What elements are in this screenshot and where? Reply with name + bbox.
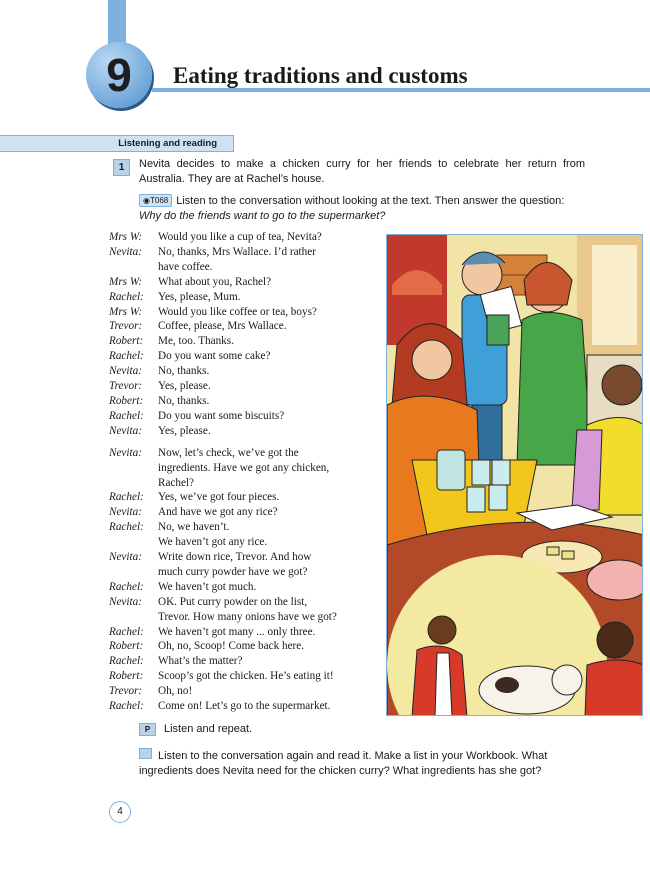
speaker-name: Nevita: — [109, 446, 142, 459]
audio-track-number: T068 — [149, 196, 169, 205]
speaker-name: Trevor: — [109, 380, 143, 393]
speaker-name: Nevita: — [109, 245, 142, 258]
speaker-name: Rachel: — [109, 580, 144, 593]
dialogue-line — [109, 625, 379, 640]
repeat-instruction — [139, 722, 252, 737]
speech-text: And have we got any rice? — [158, 506, 278, 519]
speech-text: Would you like coffee or tea, boys? — [158, 305, 317, 318]
speaker-name: Trevor: — [109, 685, 143, 698]
dialogue-line — [109, 520, 379, 535]
kitchen-illustration — [386, 234, 643, 716]
workbook-icon — [139, 748, 152, 759]
workbook-text-line-2: ingredients does Nevita need for the chicken curry? What ingredients has she got? — [139, 765, 542, 777]
speech-text: No, we haven’t. — [158, 521, 230, 534]
listen-instruction — [139, 194, 585, 224]
speaker-name: Nevita: — [109, 595, 142, 608]
speech-text: Would you like a cup of tea, Nevita? — [158, 231, 322, 243]
dialogue-line — [109, 446, 379, 461]
dialogue-line — [109, 490, 379, 505]
dialogue-line — [109, 654, 379, 669]
speech-text: Rachel? — [158, 476, 195, 489]
speaker-name: Rachel: — [109, 350, 144, 363]
dialogue-part-2 — [109, 446, 379, 714]
speaker-name: Rachel: — [109, 409, 144, 422]
dialogue-line — [109, 364, 379, 379]
task-number: 1 — [113, 159, 130, 176]
dialogue-line — [109, 550, 379, 565]
dialogue-line — [109, 245, 379, 260]
dialogue-line — [109, 409, 379, 424]
dialogue-line — [109, 580, 379, 595]
page-number: 4 — [109, 801, 131, 823]
speech-text: Me, too. Thanks. — [158, 335, 234, 348]
speaker-name — [109, 476, 158, 491]
speech-text: Yes, please. — [158, 380, 211, 393]
speaker-name: Nevita: — [109, 365, 142, 378]
section-label: Listening and reading — [118, 138, 217, 149]
dialogue-line — [109, 669, 379, 684]
speech-text: Trevor. How many onions have we got? — [158, 610, 337, 623]
dialogue-line — [109, 565, 379, 580]
unit-number: 9 — [106, 49, 132, 101]
speech-text: We haven’t got many ... only three. — [158, 625, 316, 638]
dialogue-line — [109, 334, 379, 349]
speech-text: much curry powder have we got? — [158, 565, 308, 578]
dialogue-line — [109, 505, 379, 520]
speaker-name: Robert: — [109, 640, 144, 653]
audio-track-badge[interactable]: ◉T068 — [139, 194, 172, 207]
speaker-name — [109, 260, 158, 275]
speaker-name: Mrs W: — [109, 305, 143, 318]
speaker-name: Mrs W: — [109, 275, 143, 288]
speaker-name — [109, 565, 158, 580]
speech-text: Write down rice, Trevor. And how — [158, 551, 312, 564]
speech-text: Now, let’s check, we’ve got the — [158, 446, 299, 459]
speaker-name: Rachel: — [109, 491, 144, 504]
dialogue-line — [109, 275, 379, 290]
speech-text: Oh, no! — [158, 685, 193, 698]
speech-text: Do you want some cake? — [158, 350, 271, 363]
dialogue-line — [109, 535, 379, 550]
speech-text: No, thanks, Mrs Wallace. I’d rather — [158, 245, 316, 258]
section-bar — [0, 135, 234, 152]
dialogue-line — [109, 349, 379, 364]
speaker-name — [109, 461, 158, 476]
speaker-name — [109, 535, 158, 550]
speech-text: OK. Put curry powder on the list, — [158, 595, 308, 608]
dialogue-line — [109, 319, 379, 334]
dialogue-line — [109, 290, 379, 305]
dialogue-line — [109, 379, 379, 394]
speech-text: Yes, we’ve got four pieces. — [158, 491, 280, 504]
speaker-name: Robert: — [109, 394, 144, 407]
dialogue-line — [109, 639, 379, 654]
task-intro: Nevita decides to make a chicken curry for her friends to celebrate her return from Australia. They are at Rachel’s house. — [139, 158, 585, 185]
dialogue-line — [109, 476, 379, 491]
dialogue-line — [109, 610, 379, 625]
dialogue-line — [109, 305, 379, 320]
workbook-text-line-1: Listen to the conversation again and read it. Make a list in your Workbook. What — [158, 750, 548, 762]
speech-text: Scoop’s got the chicken. He’s eating it! — [158, 670, 334, 683]
dialogue-line — [109, 260, 379, 275]
speaker-name: Nevita: — [109, 551, 142, 564]
speaker-name: Rachel: — [109, 290, 144, 303]
speaker-name: Robert: — [109, 670, 144, 683]
question-text: Why do the friends want to go to the supermarket? — [139, 210, 386, 222]
speaker-name: Rachel: — [109, 625, 144, 638]
speech-text: Coffee, please, Mrs Wallace. — [158, 320, 287, 333]
speech-text: Do you want some biscuits? — [158, 409, 285, 422]
speech-text: We haven’t got any rice. — [158, 536, 268, 549]
unit-top-bar — [108, 0, 126, 44]
instruction-text: Listen to the conversation without looking at the text. Then answer the question: — [176, 195, 565, 207]
dialogue-line — [109, 699, 379, 714]
repeat-text: Listen and repeat. — [164, 723, 253, 735]
speech-text: Oh, no, Scoop! Come back here. — [158, 640, 305, 653]
dialogue-line — [109, 230, 379, 245]
unit-title: Eating traditions and customs — [173, 63, 468, 88]
speech-text: Come on! Let’s go to the supermarket. — [158, 700, 331, 713]
speech-text: No, thanks. — [158, 365, 210, 378]
speech-text: have coffee. — [158, 260, 213, 273]
speaker-name: Rachel: — [109, 655, 144, 668]
dialogue-line — [109, 595, 379, 610]
speaker-name: Rachel: — [109, 700, 144, 713]
speaker-name: Nevita: — [109, 506, 142, 519]
speech-text: We haven’t got much. — [158, 580, 257, 593]
speaker-name: Mrs W: — [109, 231, 143, 243]
dialogue-line — [109, 424, 379, 439]
speech-text: ingredients. Have we got any chicken, — [158, 461, 330, 474]
speech-text: What about you, Rachel? — [158, 275, 272, 288]
speech-text: Yes, please. — [158, 424, 211, 437]
dialogue — [109, 230, 379, 714]
speaker-name: Robert: — [109, 335, 144, 348]
speech-text: No, thanks. — [158, 394, 210, 407]
dialogue-line — [109, 461, 379, 476]
speech-text: What’s the matter? — [158, 655, 243, 668]
dialogue-line — [109, 684, 379, 699]
dialogue-line — [109, 394, 379, 409]
speaker-name — [109, 610, 158, 625]
kitchen-scene-image — [387, 235, 643, 716]
dialogue-part-1 — [109, 230, 379, 439]
speaker-name: Trevor: — [109, 320, 143, 333]
workbook-instruction — [139, 748, 585, 779]
speaker-name: Nevita: — [109, 424, 142, 437]
speaker-name: Rachel: — [109, 521, 144, 534]
speech-text: Yes, please, Mum. — [158, 290, 241, 303]
pronunciation-icon: P — [139, 723, 156, 736]
unit-number-badge — [86, 42, 152, 108]
